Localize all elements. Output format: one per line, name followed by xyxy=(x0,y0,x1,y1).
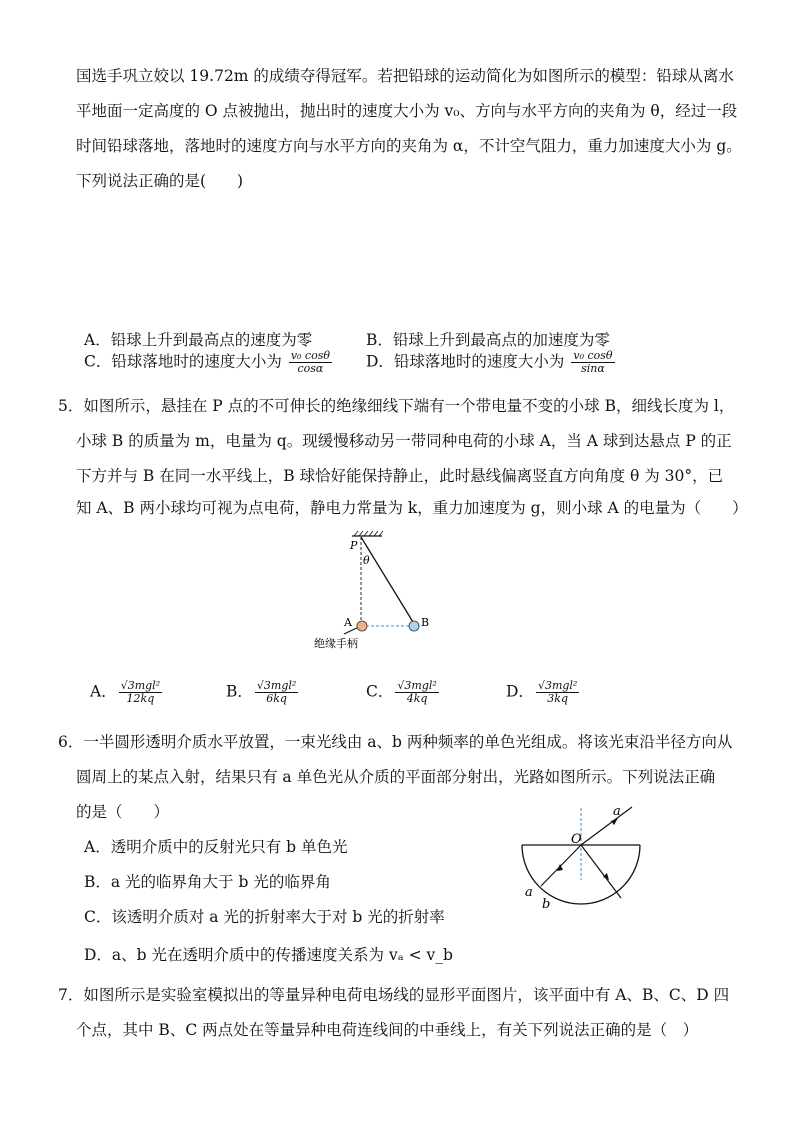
q4-option-c-fraction xyxy=(289,350,332,375)
q4-option-a: A．铅球上升到最高点的速度为零 xyxy=(84,331,313,349)
q5-option-d xyxy=(506,680,581,705)
q5-option-d-numerator: √3mgl² xyxy=(537,679,578,692)
q4-line-3: 时间铅球落地，落地时的速度方向与水平方向的夹角为 α，不计空气阻力，重力加速度大小为 g。 xyxy=(76,137,742,155)
q5-line-2: 小球 B 的质量为 m，电量为 q。现缓慢移动另一带同种电荷的小球 A，当 A 球到达悬点 P 的正 xyxy=(76,432,732,450)
q5-option-a-denominator: 12kq xyxy=(126,692,155,705)
label-b-bottom: b xyxy=(542,897,551,910)
q5-option-c xyxy=(366,680,441,705)
label-o: O xyxy=(571,832,582,847)
q5-option-b-fraction xyxy=(255,680,298,705)
q5-option-a-numerator: √3mgl² xyxy=(120,679,161,692)
q5-option-c-label: C． xyxy=(366,682,394,701)
q4-option-b: B．铅球上升到最高点的加速度为零 xyxy=(366,331,610,349)
q5-option-a xyxy=(90,680,164,705)
q6-option-d: D．a、b 光在透明介质中的传播速度关系为 vₐ < v_b xyxy=(84,946,453,964)
ray-a-arrow xyxy=(611,818,618,825)
q5-option-a-label: A． xyxy=(90,682,117,701)
q4-option-d-denominator: sinα xyxy=(581,362,605,375)
q4-option-d-label: D．铅球落地时的速度大小为 xyxy=(366,352,565,371)
q5-line-4: 知 A、B 两小球均可视为点电荷，静电力常量为 k，重力加速度为 g，则小球 A 的电量为（ ） xyxy=(76,499,748,517)
q4-option-c xyxy=(84,350,334,375)
q4-option-d-numerator: v₀ cosθ xyxy=(573,349,613,362)
q6-option-c: C．该透明介质对 a 光的折射率大于对 b 光的折射率 xyxy=(84,908,445,926)
q7-line-1: 7．如图所示是实验室模拟出的等量异种电荷电场线的显形平面图片，该平面中有 A、B、C、D 四 xyxy=(58,986,730,1004)
label-p: P xyxy=(350,539,358,552)
q6-option-a: A．透明介质中的反射光只有 b 单色光 xyxy=(84,838,348,856)
label-handle: 绝缘手柄 xyxy=(314,637,358,650)
q6-line-1: 6．一半圆形透明介质水平放置，一束光线由 a、b 两种频率的单色光组成。将该光束沿半径方向从 xyxy=(58,733,733,751)
q5-line-1: 5．如图所示，悬挂在 P 点的不可伸长的绝缘细线下端有一个带电量不变的小球 B，细线长度为 l， xyxy=(58,397,735,415)
string-line xyxy=(361,537,413,622)
q5-option-b-denominator: 6kq xyxy=(266,692,287,705)
q4-option-d xyxy=(366,350,617,375)
q4-line-4: 下列说法正确的是( ) xyxy=(76,172,244,190)
q4-option-c-label: C．铅球落地时的速度大小为 xyxy=(84,352,282,371)
ball-a xyxy=(357,621,367,631)
q4-line-2: 平地面一定高度的 O 点被抛出，抛出时的速度大小为 v₀、方向与水平方向的夹角为 θ，经过一段 xyxy=(76,102,738,120)
label-a-bottom: a xyxy=(525,885,533,900)
label-b: B xyxy=(421,616,430,629)
q7-line-2: 个点，其中 B、C 两点处在等量异种电荷连线间的中垂线上，有关下列说法正确的是（ ） xyxy=(76,1021,699,1039)
incident-ray xyxy=(541,845,581,886)
label-theta: θ xyxy=(363,554,370,567)
q5-option-c-denominator: 4kq xyxy=(406,692,428,705)
q5-option-d-label: D． xyxy=(506,682,534,701)
ceiling-hatch xyxy=(354,531,383,536)
q5-option-a-fraction xyxy=(119,680,162,705)
q6-line-3: 的是（ ） xyxy=(76,803,170,821)
q5-option-b-numerator: √3mgl² xyxy=(256,679,297,692)
q5-option-c-numerator: √3mgl² xyxy=(397,679,437,692)
reflected-ray xyxy=(581,845,621,898)
q5-option-b-label: B． xyxy=(226,682,253,701)
q5-pendulum-figure xyxy=(300,530,450,655)
q4-option-c-numerator: v₀ cosθ xyxy=(290,349,330,362)
q5-line-3: 下方并与 B 在同一水平线上，B 球恰好能保持静止，此时悬线偏离竖直方向角度 θ 为 30°，已 xyxy=(76,467,724,485)
q6-option-b: B．a 光的临界角大于 b 光的临界角 xyxy=(84,873,331,891)
refracted-ray-a xyxy=(581,807,632,845)
q6-semicircle-figure xyxy=(515,798,645,910)
label-a: A xyxy=(344,616,352,629)
q6-line-2: 圆周上的某点入射，结果只有 a 单色光从介质的平面部分射出，光路如图所示。下列说法正确 xyxy=(76,768,716,786)
q4-option-c-denominator: cosα xyxy=(297,362,324,375)
q5-option-b xyxy=(226,680,300,705)
q5-option-d-fraction xyxy=(536,680,579,705)
q5-option-d-denominator: 3kq xyxy=(547,692,568,705)
q4-option-d-fraction xyxy=(571,350,614,375)
q5-option-c-fraction xyxy=(395,680,438,705)
label-a-top: a xyxy=(613,804,621,819)
ball-b xyxy=(409,621,419,631)
q4-line-1: 国选手巩立姣以 19.72m 的成绩夺得冠军。若把铅球的运动简化为如图所示的模型：铅球从离水 xyxy=(76,67,734,85)
